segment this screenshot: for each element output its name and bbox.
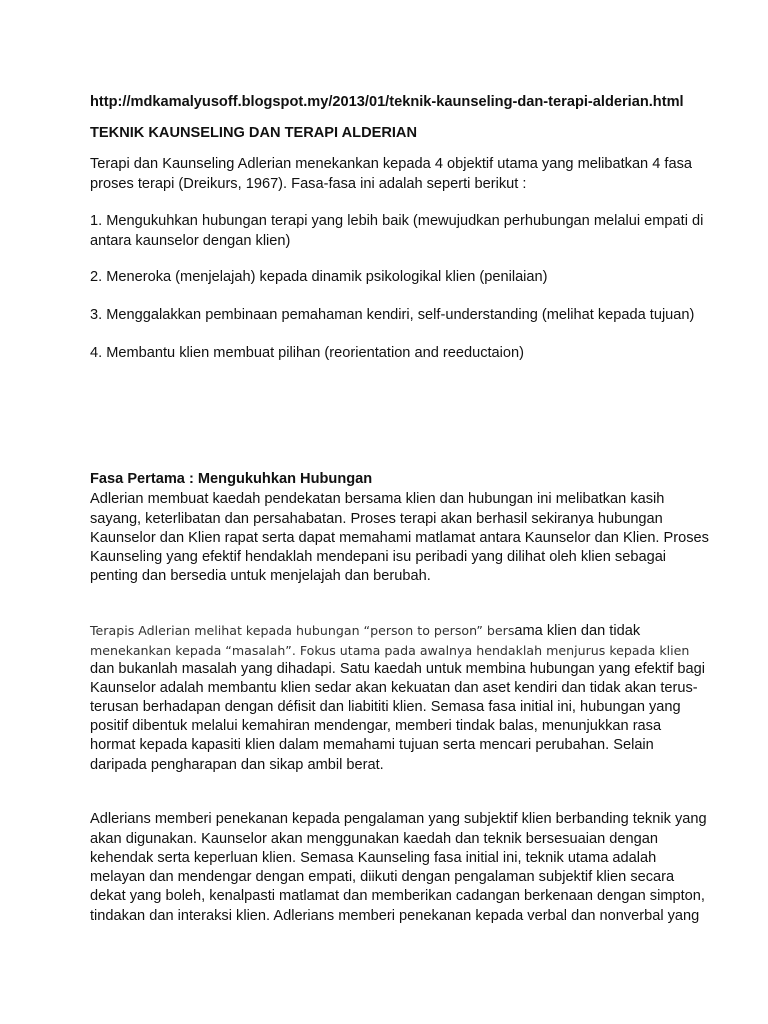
paragraph-line-mixed xyxy=(90,621,640,641)
paragraph-line: Kaunselor dan Klien rapat serta dapat memahami matlamat antara Kaunselor dan Klien. Proses xyxy=(90,530,709,546)
objective-3: 3. Menggalakkan pembinaan pemahaman kendiri, self-understanding (melihat kepada tujuan) xyxy=(90,307,695,323)
paragraph-line: daripada pengharapan dan sikap ambil berat. xyxy=(90,757,384,773)
objective-1-line: 1. Mengukuhkan hubungan terapi yang lebih baik (mewujudkan perhubungan melalui empati di xyxy=(90,213,704,229)
paragraph-line: Adlerian membuat kaedah pendekatan bersama klien dan hubungan ini melibatkan kasih xyxy=(90,491,665,507)
section-heading: Fasa Pertama : Mengukuhkan Hubungan xyxy=(90,471,373,487)
paragraph-line: akan digunakan. Kaunselor akan menggunakan kaedah dan teknik bersesuaian dengan xyxy=(90,831,658,847)
paragraph-line: Kaunselor adalah membantu klien sedar akan kekuatan dan aset kendiri dan tidak akan terus- xyxy=(90,680,698,696)
objective-1-line: antara kaunselor dengan klien) xyxy=(90,233,291,249)
objective-2: 2. Meneroka (menjelajah) kepada dinamik psikologikal klien (penilaian) xyxy=(90,269,548,285)
paragraph-line: penting dan bersedia untuk menjelajah dan berubah. xyxy=(90,568,431,584)
paragraph-line: kehendak serta keperluan klien. Semasa Kaunseling fasa initial ini, teknik utama adalah xyxy=(90,850,657,866)
paragraph-line: dekat yang boleh, kenalpasti matlamat dan memberikan cadangan berkenaan dengan simpton, xyxy=(90,888,705,904)
document-title: TEKNIK KAUNSELING DAN TERAPI ALDERIAN xyxy=(90,125,418,141)
paragraph-line: hormat kepada kapasiti klien dalam memahami tujuan serta mencari perubahan. Selain xyxy=(90,737,654,753)
paragraph-line: tindakan dan interaksi klien. Adlerians memberi penekanan kepada verbal dan nonverbal yang xyxy=(90,908,700,924)
paragraph-fragment: ama klien dan tidak xyxy=(514,623,641,639)
paragraph-line: positif dibentuk melalui kemahiran mendengar, memberi tindak balas, menunjukkan rasa xyxy=(90,718,662,734)
paragraph-fragment: Terapis Adlerian melihat kepada hubungan “person to person” bers xyxy=(90,623,515,638)
objective-4: 4. Membantu klien membuat pilihan (reorientation and reeductaion) xyxy=(90,345,525,361)
paragraph-line: Adlerians memberi penekanan kepada pengalaman yang subjektif klien berbanding teknik yang xyxy=(90,811,707,827)
paragraph-line: Kaunseling yang efektif hendaklah mendepani isu peribadi yang dilihat oleh klien sebagai xyxy=(90,549,667,565)
paragraph-line: menekankan kepada “masalah”. Fokus utama pada awalnya hendaklah menjurus kepada klien xyxy=(90,643,690,658)
paragraph-line: sayang, keterlibatan dan persahabatan. Proses terapi akan berhasil sekiranya hubungan xyxy=(90,511,663,527)
source-url[interactable]: http://mdkamalyusoff.blogspot.my/2013/01/teknik-kaunseling-dan-terapi-alderian.html xyxy=(90,94,684,110)
paragraph-line: terusan berhadapan dengan défisit dan liabititi klien. Semasa fasa initial ini, hubungan yang xyxy=(90,699,681,715)
paragraph-line: dan bukanlah masalah yang dihadapi. Satu kaedah untuk membina hubungan yang efektif bagi xyxy=(90,661,706,677)
intro-line: Terapi dan Kaunseling Adlerian menekankan kepada 4 objektif utama yang melibatkan 4 fasa xyxy=(90,156,692,172)
intro-line: proses terapi (Dreikurs, 1967). Fasa-fasa ini adalah seperti berikut : xyxy=(90,176,527,192)
paragraph-line: melayan dan mendengar dengan empati, diikuti dengan pengalaman subjektif klien secara xyxy=(90,869,675,885)
